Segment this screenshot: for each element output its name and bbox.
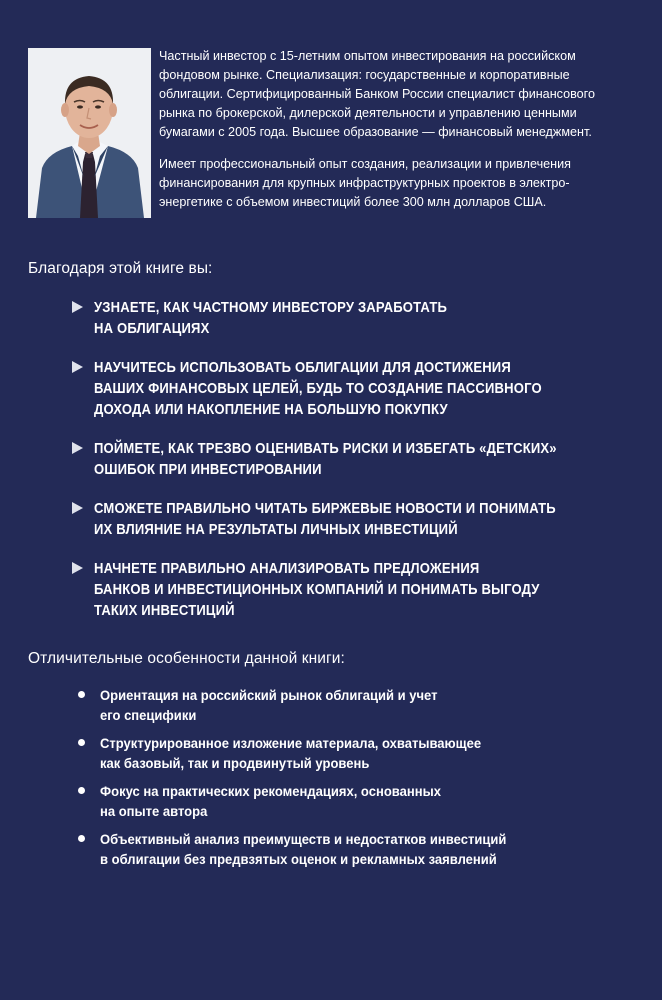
- triangle-bullet-icon: [72, 301, 83, 313]
- triangle-bullet-icon: [72, 361, 83, 373]
- triangle-bullet-icon: [72, 562, 83, 574]
- benefit-item: [72, 558, 632, 621]
- feature-text: Ориентация на российский рынок облигаций и учет его специфики: [100, 687, 438, 723]
- feature-item: [78, 734, 618, 773]
- feature-text: Структурированное изложение материала, охватывающее как базовый, так и продвинутый уровень: [100, 735, 482, 771]
- author-photo: [28, 48, 151, 218]
- dot-bullet-icon: [78, 835, 85, 842]
- feature-item: [78, 830, 618, 869]
- feature-item: [78, 686, 618, 725]
- benefit-text: ПОЙМЕТЕ, КАК ТРЕЗВО ОЦЕНИВАТЬ РИСКИ И ИЗБЕГАТЬ «ДЕТСКИХ» ОШИБОК ПРИ ИНВЕСТИРОВАНИИ: [94, 440, 557, 478]
- author-bio: [159, 47, 639, 212]
- feature-item: [78, 782, 618, 821]
- benefits-heading: Благодаря этой книге вы:: [28, 260, 213, 277]
- features-list: [78, 686, 618, 878]
- dot-bullet-icon: [78, 739, 85, 746]
- benefit-item: [72, 438, 632, 480]
- benefit-item: [72, 297, 632, 339]
- dot-bullet-icon: [78, 787, 85, 794]
- benefit-text: НАЧНЕТЕ ПРАВИЛЬНО АНАЛИЗИРОВАТЬ ПРЕДЛОЖЕНИЯ БАНКОВ И ИНВЕСТИЦИОННЫХ КОМПАНИЙ И ПОНИМАТЬ ВЫГОДУ ТАКИХ ИНВЕСТИЦИЙ: [94, 560, 540, 619]
- benefits-list: [72, 297, 632, 639]
- author-bio-paragraph: Частный инвестор с 15-летним опытом инвестирования на российском фондовом рынке. Специализация: государственные и корпоративные облигации. Сертифицированный Банком России специалист финансового рынка по брокерской, дилерской деятельности и управлению ценными бумагами с 2005 года. Высшее образование — финансовый менеджмент.: [159, 49, 595, 139]
- benefit-text: НАУЧИТЕСЬ ИСПОЛЬЗОВАТЬ ОБЛИГАЦИИ ДЛЯ ДОСТИЖЕНИЯ ВАШИХ ФИНАНСОВЫХ ЦЕЛЕЙ, БУДЬ ТО СОЗДАНИЕ ПАССИВНОГО ДОХОДА ИЛИ НАКОПЛЕНИЕ НА БОЛЬШУЮ ПОКУПКУ: [94, 359, 542, 418]
- benefit-text: СМОЖЕТЕ ПРАВИЛЬНО ЧИТАТЬ БИРЖЕВЫЕ НОВОСТИ И ПОНИМАТЬ ИХ ВЛИЯНИЕ НА РЕЗУЛЬТАТЫ ЛИЧНЫХ ИНВЕСТИЦИЙ: [94, 500, 556, 538]
- triangle-bullet-icon: [72, 502, 83, 514]
- benefit-item: [72, 498, 632, 540]
- benefit-item: [72, 357, 632, 420]
- author-portrait-image: [28, 48, 151, 218]
- dot-bullet-icon: [78, 691, 85, 698]
- triangle-bullet-icon: [72, 442, 83, 454]
- feature-text: Объективный анализ преимуществ и недостатков инвестиций в облигации без предвзятых оценок и рекламных заявлений: [100, 831, 507, 867]
- features-heading: Отличительные особенности данной книги:: [28, 650, 345, 667]
- feature-text: Фокус на практических рекомендациях, основанных на опыте автора: [100, 783, 441, 819]
- benefit-text: УЗНАЕТЕ, КАК ЧАСТНОМУ ИНВЕСТОРУ ЗАРАБОТАТЬ НА ОБЛИГАЦИЯХ: [94, 299, 448, 337]
- author-bio-paragraph: Имеет профессиональный опыт создания, реализации и привлечения финансирования для крупных инфраструктурных проектов в электро- энергетике с объемом инвестиций более 300 млн долларов США.: [159, 157, 571, 209]
